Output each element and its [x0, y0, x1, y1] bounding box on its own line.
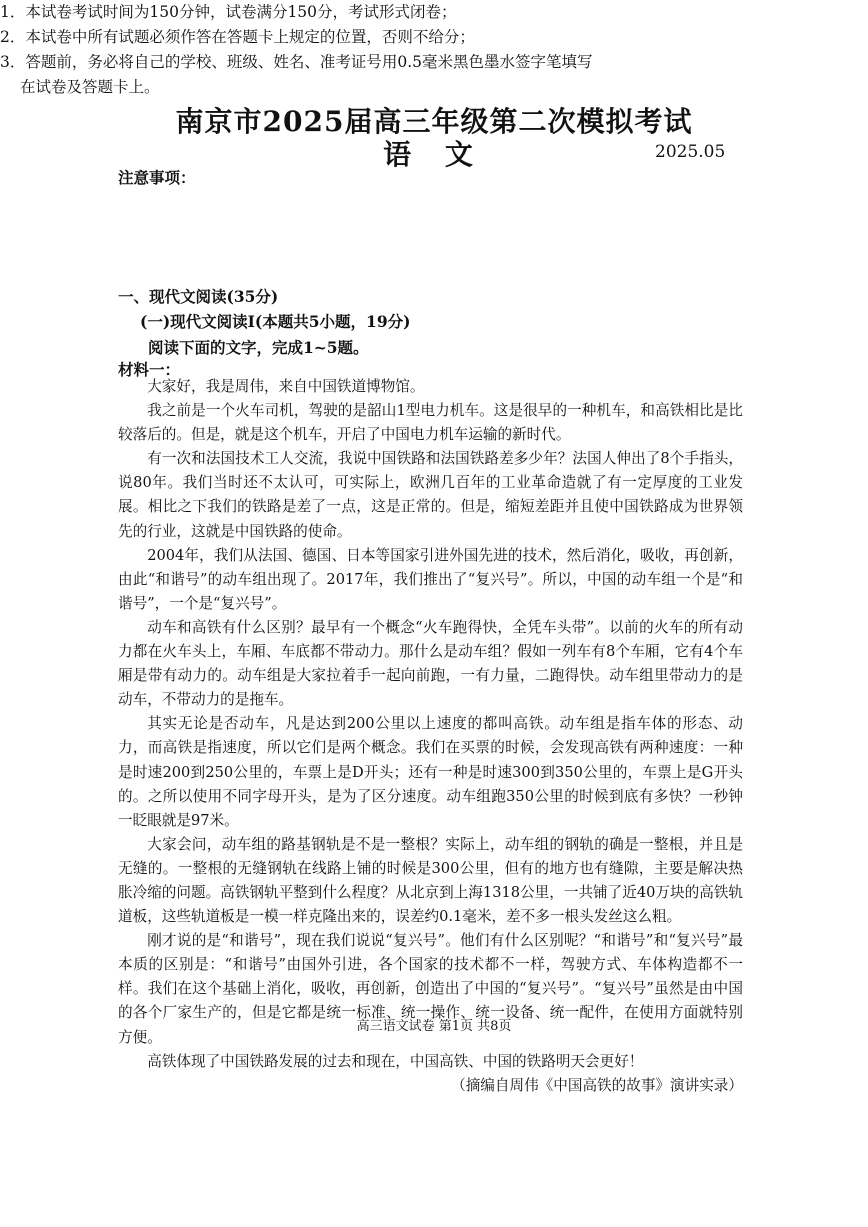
notes-list [0, 0, 600, 100]
note-item-continuation [0, 75, 600, 100]
section-instruction: 阅读下面的文字，完成1~5题。 [148, 338, 369, 357]
section-sub-heading: (一)现代文阅读Ⅰ(本题共5小题，19分) [140, 312, 411, 331]
note-item: 3．答题前，务必将自己的学校、班级、姓名、准考证号用0.5毫米黑色墨水签字笔填写 [0, 53, 593, 71]
passage-paragraph: 刚才说的是“和谐号”，现在我们说说“复兴号”。他们有什么区别呢？“和谐号”和“复兴号”最本质的区别是：“和谐号”由国外引进，各个国家的技术都不一样，驾驶方式、车体构造都不一样。我们在这个基础上消化，吸收，再创新，创造出了中国的“复兴号”。“复兴号”虽然是由中国的各个厂家生产的，但是它都是统一标准、统一操作、统一设备、统一配件，在使用方面就特别方便。 [118, 932, 743, 1046]
exam-title: 南京市2025届高三年级第二次模拟考试 [175, 105, 693, 138]
note-item: 2．本试卷中所有试题必须作答在答题卡上规定的位置，否则不给分； [0, 28, 475, 46]
passage-paragraph: 2004年，我们从法国、德国、日本等国家引进外国先进的技术，然后消化，吸收，再创新，由此“和谐号”的动车组出现了。2017年，我们推出了“复兴号”。所以，中国的动车组一个是“和谐号”，一个是“复兴号”。 [118, 546, 743, 612]
material-label: 材料一： [118, 360, 181, 379]
passage-body [118, 375, 743, 1098]
passage-paragraph: 动车和高铁有什么区别？最早有一个概念“火车跑得快，全凭车头带”。以前的火车的所有动力都在火车头上，车厢、车底都不带动力。那什么是动车组？假如一列车有8个车厢，它有4个车厢是带有动力的。动车组是大家拉着手一起向前跑，一有力量，二跑得快。动车组里带动力的是动车，不带动力的是拖车。 [118, 618, 743, 709]
passage-paragraph: 大家会问，动车组的路基钢轨是不是一整根？实际上，动车组的钢轨的确是一整根，并且是无缝的。一整根的无缝钢轨在线路上铺的时候是300公里，但有的地方也有缝隙，主要是解决热胀冷缩的问题。高铁钢轨平整到什么程度？从北京到上海1318公里，一共铺了近40万块的高铁轨道板，这些轨道板是一模一样克隆出来的，误差约0.1毫米，差不多一根头发丝这么粗。 [118, 835, 743, 926]
passage-source: （摘编自周伟《中国高铁的故事》演讲实录） [451, 1076, 743, 1094]
passage-paragraph: 有一次和法国技术工人交流，我说中国铁路和法国铁路差多少年？法国人伸出了8个手指头，说80年。我们当时还不太认可，可实际上，欧洲几百年的工业革命造就了有一定厚度的工业发展。相比之下我们的铁路是差了一点，这是正常的。但是，缩短差距并且使中国铁路成为世界领先的行业，这就是中国铁路的使命。 [118, 450, 743, 540]
notes-heading: 注意事项： [118, 168, 196, 187]
section-heading: 一、现代文阅读(35分) [118, 287, 279, 306]
note-item-continuation-text: 在试卷及答题卡上。 [20, 78, 160, 96]
exam-date: 2025.05 [655, 142, 726, 162]
passage-paragraph: 其实无论是否动车，凡是达到200公里以上速度的都叫高铁。动车组是指车体的形态、动力，而高铁是指速度，所以它们是两个概念。我们在买票的时候，会发现高铁有两种速度：一种是时速200到250公里的，车票上是D开头；还有一种是时速300到350公里的，车票上是G开头的。之所以使用不同字母开头，是为了区分速度。动车组跑350公里的时候到底有多快？一秒钟一眨眼就是97米。 [118, 715, 743, 829]
note-item: 1．本试卷考试时间为150分钟，试卷满分150分，考试形式闭卷； [0, 3, 457, 21]
passage-paragraph: 高铁体现了中国铁路发展的过去和现在，中国高铁、中国的铁路明天会更好！ [147, 1052, 644, 1070]
passage-paragraph: 大家好，我是周伟，来自中国铁道博物馆。 [147, 378, 425, 395]
exam-subject: 语 文 [383, 138, 485, 171]
page-footer: 高三语文试卷 第1页 共8页 [356, 1019, 512, 1034]
passage-paragraph: 我之前是一个火车司机，驾驶的是韶山1型电力机车。这是很早的一种机车，和高铁相比是比较落后的。但是，就是这个机车，开启了中国电力机车运输的新时代。 [118, 402, 743, 444]
